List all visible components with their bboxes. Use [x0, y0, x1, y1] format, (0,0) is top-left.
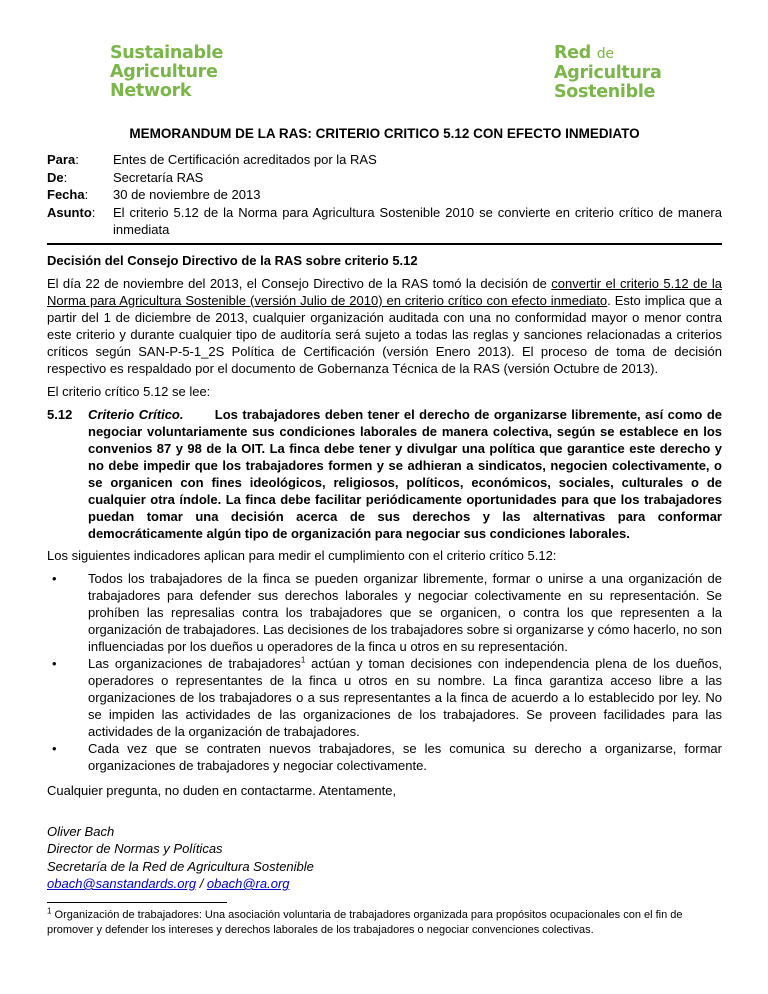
- san-logo-line: Agriculture: [110, 62, 218, 82]
- email-link-ra[interactable]: obach@ra.org: [206, 876, 290, 891]
- meta-key: Para:: [47, 152, 79, 167]
- bullet-icon: •: [52, 655, 57, 671]
- meta-row: [47, 151, 722, 169]
- signature-role: Director de Normas y Políticas: [47, 841, 223, 856]
- ras-logo: [554, 44, 662, 102]
- decision-text: convertir el criterio 5.12 de la Norma para Agricultura Sostenible (versión Julio de 2010) en criterio crítico con efecto inmediato: [47, 275, 722, 308]
- bullet-icon: •: [52, 570, 57, 586]
- memo-header-table: [47, 151, 722, 239]
- intro-paragraph: El día 22 de noviembre del 2013, el Consejo Directivo de la RAS tomó la decisión de convertir el criterio 5.12 de la Norma para Agricultura Sostenible (versión Julio de 2010) en criterio crítico con efecto inmediato. Esto implica que a partir del 1 de diciembre de 2013, cualquier organización auditada con una no conformidad mayor o menor contra este criterio y durante cualquier tipo de auditoría será sujeto a todas las reglas y sanciones relacionadas a criterios críticos según SAN-P-5-1_2S Política de Certificación (versión Enero 2013). El proceso de toma de decisión respectivo es respaldado por el documento de Gobernanza Técnica de la RAS (versión Octubre de 2013).: [47, 275, 722, 376]
- meta-value: Secretaría RAS: [113, 169, 204, 185]
- indicators-intro: Los siguientes indicadores aplican para medir el cumplimiento con el criterio crítico 5.12:: [47, 547, 557, 563]
- meta-key: De:: [47, 169, 68, 185]
- signature-org: Secretaría de la Red de Agricultura Sostenible: [47, 858, 314, 874]
- meta-key: Asunto:: [47, 204, 96, 220]
- ras-logo-line: Agricultura: [554, 63, 662, 83]
- meta-row: [47, 169, 722, 187]
- signature-name: Oliver Bach: [47, 823, 115, 839]
- list-item: • Todos los trabajadores de la finca se pueden organizar libremente, formar o unirse a una organización de trabajadores para defender sus derechos laborales y negociar colectivamente en su representación. Se prohíben las represalias contra los trabajadores que se organicen, o contra los que representen a la organización de trabajadores. Las decisiones de los trabajadores sobre si organizarse y cómo hacerlo, no son influenciadas por los dueños u operadores de la finca u otros en su representación.: [52, 570, 722, 654]
- closing-line: Cualquier pregunta, no duden en contactarme. Atentamente,: [47, 782, 397, 798]
- email-link-san[interactable]: obach@sanstandards.org: [47, 876, 197, 891]
- san-logo: [110, 44, 223, 101]
- memo-title: MEMORANDUM DE LA RAS: CRITERIO CRITICO 5.12 CON EFECTO INMEDIATO: [129, 126, 640, 141]
- san-logo-line: Network: [110, 81, 192, 101]
- criterion-block: [47, 406, 722, 542]
- bullet-icon: •: [52, 740, 57, 756]
- footnote: $^1$ Organización de trabajadores: Una asociación voluntaria de trabajadores organizada para propósitos ocupacionales con el fin de promover y defender los intereses y derechos laborales de los trabajadores o negociar convenciones colectivas.: [47, 905, 683, 936]
- section-heading: Decisión del Consejo Directivo de la RAS sobre criterio 5.12: [47, 252, 418, 268]
- list-item: • Las organizaciones de trabajadores$^1$ actúan y toman decisiones con independencia plena de los dueños, operadores o representantes de la finca u otros en su nombre. La finca garantiza acceso libre a las organizaciones de los trabajadores o a sus representantes a la finca de acuerdo a lo establecido por ley. No se impiden las actividades de las organizaciones de los trabajadores. Se proveen facilidades para las actividades de la organización de trabajadores.: [52, 655, 722, 739]
- logo-bar: [47, 0, 722, 115]
- meta-value: Entes de Certificación acreditados por la RAS: [113, 152, 377, 167]
- ras-logo-line: [554, 44, 662, 64]
- memo-page: [47, 0, 722, 938]
- ras-logo-de: de: [596, 46, 614, 62]
- footnote-mark: 1: [47, 905, 52, 915]
- meta-row: [47, 204, 722, 239]
- criterion-text: Criterio Crítico. Los trabajadores deben tener el derecho de organizarse libremente, así como de negociar voluntariamente sus condiciones laborales de manera colectiva, según se establece en los convenios 87 y 98 de la OIT. La finca debe tener y divulgar una política que garantice este derecho y no debe impedir que los trabajadores formen y se adhieran a sindicatos, negocien colectivamente, o se organicen con fines ideológicos, religiosos, políticos, económicos, sociales, culturales o de cualquier otra índole. La finca debe facilitar periódicamente oportunidades para que los trabajadores puedan tomar una decisión acerca de sus derechos y las alternativas para conformar democráticamente algún tipo de organización para negociar sus condiciones laborales.: [88, 406, 722, 541]
- san-logo-line: Sustainable: [110, 43, 224, 63]
- criterion-number: 5.12: [47, 406, 73, 422]
- list-item: • Cada vez que se contraten nuevos trabajadores, se les comunica su derecho a organizarse, formar organizaciones de trabajadores y negociar colectivamente.: [52, 740, 722, 773]
- footnote-ref[interactable]: 1: [300, 655, 306, 665]
- ras-logo-red: Red: [554, 43, 591, 63]
- criterion-intro: El criterio crítico 5.12 se lee:: [47, 383, 211, 399]
- signature-block: [47, 823, 722, 893]
- signature-emails: obach@sanstandards.org / obach@ra.org: [47, 876, 290, 891]
- meta-row: [47, 186, 722, 204]
- meta-key: Fecha:: [47, 187, 89, 202]
- meta-value: 30 de noviembre de 2013: [113, 187, 261, 202]
- footnote-divider: [47, 902, 227, 903]
- header-divider: [47, 243, 722, 245]
- indicators-list: [47, 570, 722, 774]
- meta-value: El criterio 5.12 de la Norma para Agricultura Sostenible 2010 se convierte en criterio crítico de manera inmediata: [113, 204, 722, 237]
- criterion-label: Criterio Crítico.: [88, 406, 184, 422]
- ras-logo-line: Sostenible: [554, 82, 656, 102]
